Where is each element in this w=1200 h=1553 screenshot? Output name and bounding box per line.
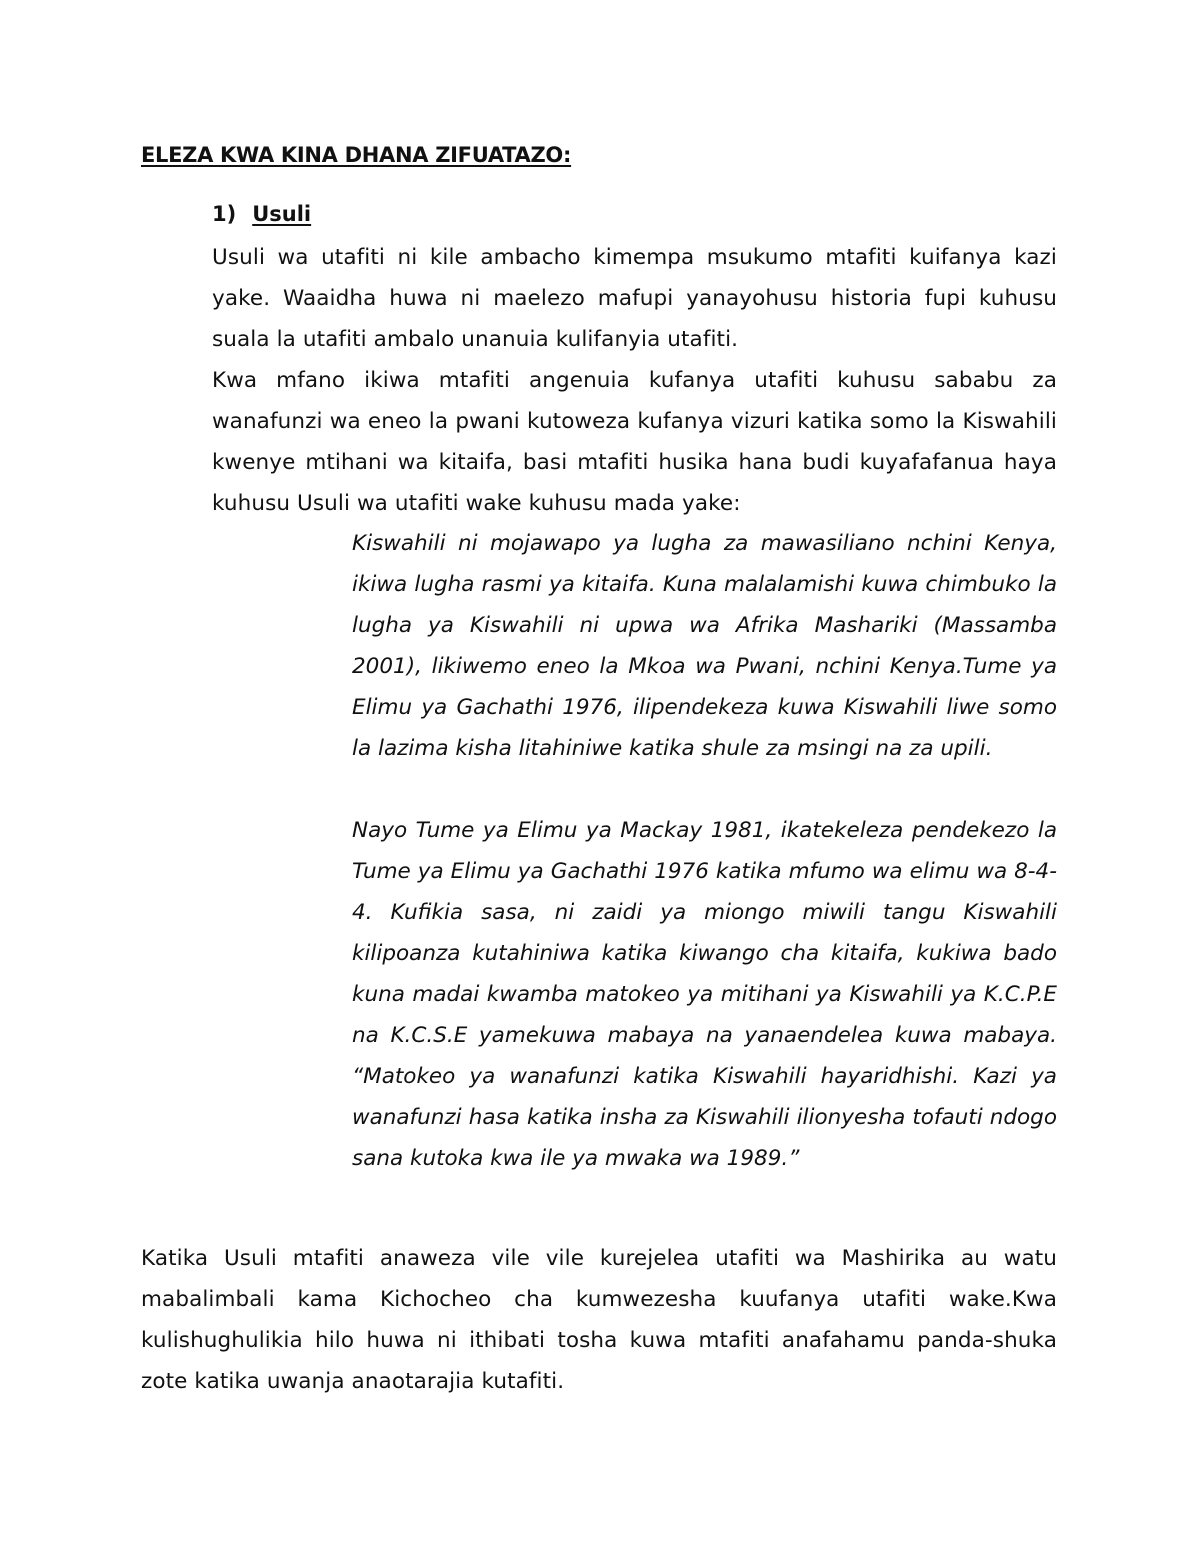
quote-block-1: Kiswahili ni mojawapo ya lugha za mawasiliano nchini Kenya, ikiwa lugha rasmi ya kitaifa. Kuna malalamishi kuwa chimbuko la lugha ya Kiswahili ni upwa wa Afrika Mashariki (Massamba 2001), likiwemo eneo la Mkoa wa Pwani, nchini Kenya.Tume ya Elimu ya Gachathi 1976, ilipendekeza kuwa Kiswahili liwe somo la lazima kisha litahiniwe katika shule za msingi na za upili. bbox=[352, 531, 1057, 761]
paragraph-example: Kwa mfano ikiwa mtafiti angenuia kufanya utafiti kuhusu sababu za wanafunzi wa eneo la pwani kutoweza kufanya vizuri katika somo la Kiswahili kwenye mtihani wa kitaifa, basi mtafiti husika hana budi kuyafafanua haya kuhusu Usuli wa utafiti wake kuhusu mada yake: bbox=[212, 368, 1057, 516]
paragraph-definition: Usuli wa utafiti ni kile ambacho kimempa msukumo mtafiti kuifanya kazi yake. Waaidha huwa ni maelezo mafupi yanayohusu historia fupi kuhusu suala la utafiti ambalo unanuia kulifanyia utafiti. bbox=[212, 245, 1057, 352]
section-number: 1) bbox=[212, 202, 237, 226]
quote-block-2: Nayo Tume ya Elimu ya Mackay 1981, ikatekeleza pendekezo la Tume ya Elimu ya Gachathi 1976 katika mfumo wa elimu wa 8-4-4. Kufikia sasa, ni zaidi ya miongo miwili tangu Kiswahili kilipoanza kutahiniwa katika kiwango cha kitaifa, kukiwa bado kuna madai kwamba matokeo ya mitihani ya Kiswahili ya K.C.P.E na K.C.S.E yamekuwa mabaya na yanaendelea kuwa mabaya. “Matokeo ya wanafunzi katika Kiswahili hayaridhishi. Kazi ya wanafunzi hasa katika insha za Kiswahili ilionyesha tofauti ndogo sana kutoka kwa ile ya mwaka wa 1989.” bbox=[352, 818, 1057, 1171]
paragraph-conclusion: Katika Usuli mtafiti anaweza vile vile kurejelea utafiti wa Mashirika au watu mabalimbali kama Kichocheo cha kumwezesha kuufanya utafiti wake.Kwa kulishughulikia hilo huwa ni ithibati tosha kuwa mtafiti anafahamu panda-shuka zote katika uwanja anaotarajia kutafiti. bbox=[141, 1246, 1057, 1394]
section-title: Usuli bbox=[252, 202, 312, 226]
section-heading bbox=[212, 202, 311, 226]
document-heading: ELEZA KWA KINA DHANA ZIFUATAZO: bbox=[141, 143, 572, 167]
